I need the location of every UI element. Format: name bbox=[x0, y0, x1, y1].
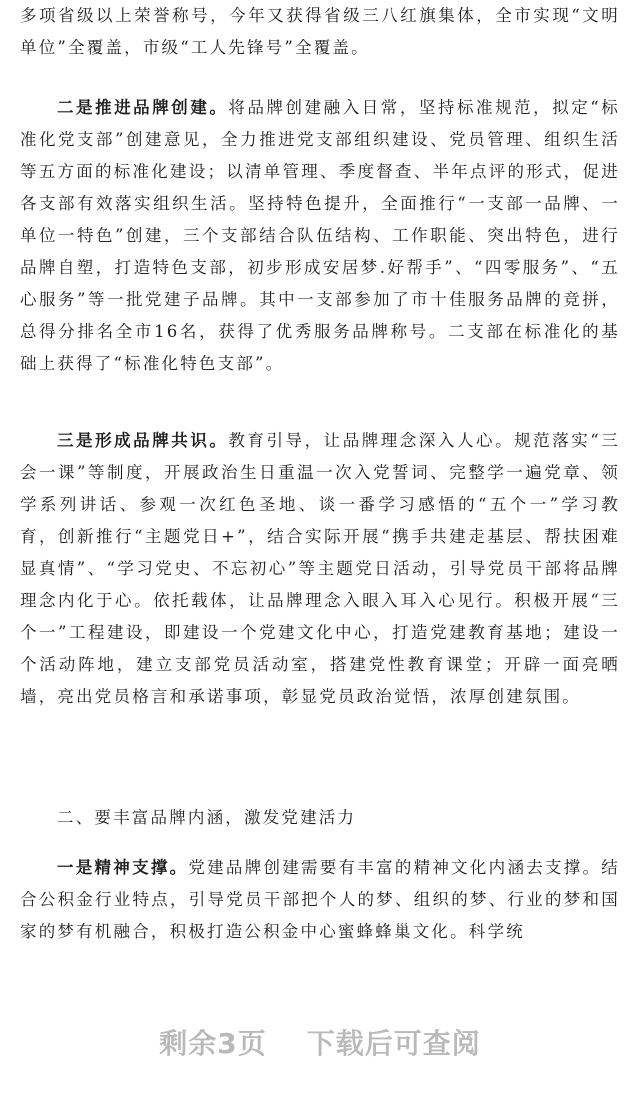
paragraph-lead: 三是形成品牌共识。 bbox=[57, 431, 229, 450]
remaining-pages-label: 剩余3页 bbox=[159, 1027, 267, 1060]
paragraph-brand-creation bbox=[20, 92, 620, 380]
download-to-view-label: 下载后可查阅 bbox=[306, 1027, 481, 1060]
download-prompt[interactable] bbox=[0, 1022, 640, 1062]
paragraph-text: 教育引导，让品牌理念深入人心。规范落实“三会一课”等制度，开展政治生日重温一次入党誓词、完整学一遍党章、领学系列讲话、参观一次红色圣地、谈一番学习感悟的“五个一”学习教育，创新推行“主题党日+”，结合实际开展“携手共建走基层、帮扶困难显真情”、“学习党史、不忘初心”等主题党日活动，引导党员干部将品牌理念内化于心。依托载体，让品牌理念入眼入耳入心见行。积极开展“三个一”工程建设，即建设一个党建文化中心，打造党建教育基地；建设一个活动阵地，建立支部党员活动室，搭建党性教育课堂；开辟一面亮晒墙，亮出党员格言和承诺事项，彰显党员政治觉悟，浓厚创建氛围。 bbox=[20, 431, 620, 706]
paragraph-honors bbox=[20, 0, 620, 64]
section-heading-text: 二、要丰富品牌内涵，激发党建活力 bbox=[57, 808, 357, 827]
paragraph-text: 多项省级以上荣誉称号，今年又获得省级三八红旗集体，全市实现“文明单位”全覆盖，市级“工人先锋号”全覆盖。 bbox=[20, 6, 620, 57]
section-heading bbox=[20, 802, 620, 834]
paragraph-spirit-support bbox=[20, 852, 620, 948]
paragraph-text: 党建品牌创建需要有丰富的精神文化内涵去支撑。结合公积金行业特点，引导党员干部把个人的梦、组织的梦、行业的梦和国家的梦有机融合，积极打造公积金中心蜜蜂蜂巢文化。科学统 bbox=[20, 858, 620, 941]
paragraph-lead: 二是推进品牌创建。 bbox=[57, 98, 229, 117]
paragraph-brand-consensus bbox=[20, 425, 620, 713]
paragraph-text: 将品牌创建融入日常，坚持标准规范，拟定“标准化党支部”创建意见，全力推进党支部组织建设、党员管理、组织生活等五方面的标准化建设；以清单管理、季度督查、半年点评的形式，促进各支部有效落实组织生活。坚持特色提升，全面推行“一支部一品牌、一单位一特色”创建，三个支部结合队伍结构、工作职能、突出特色，进行品牌自塑，打造特色支部，初步形成安居梦.好帮手”、“四零服务”、“五心服务”等一批党建子品牌。其中一支部参加了市十佳服务品牌的竞拼，总得分排名全市16名，获得了优秀服务品牌称号。二支部在标准化的基础上获得了“标准化特色支部”。 bbox=[20, 98, 620, 373]
paragraph-lead: 一是精神支撑。 bbox=[57, 858, 189, 877]
